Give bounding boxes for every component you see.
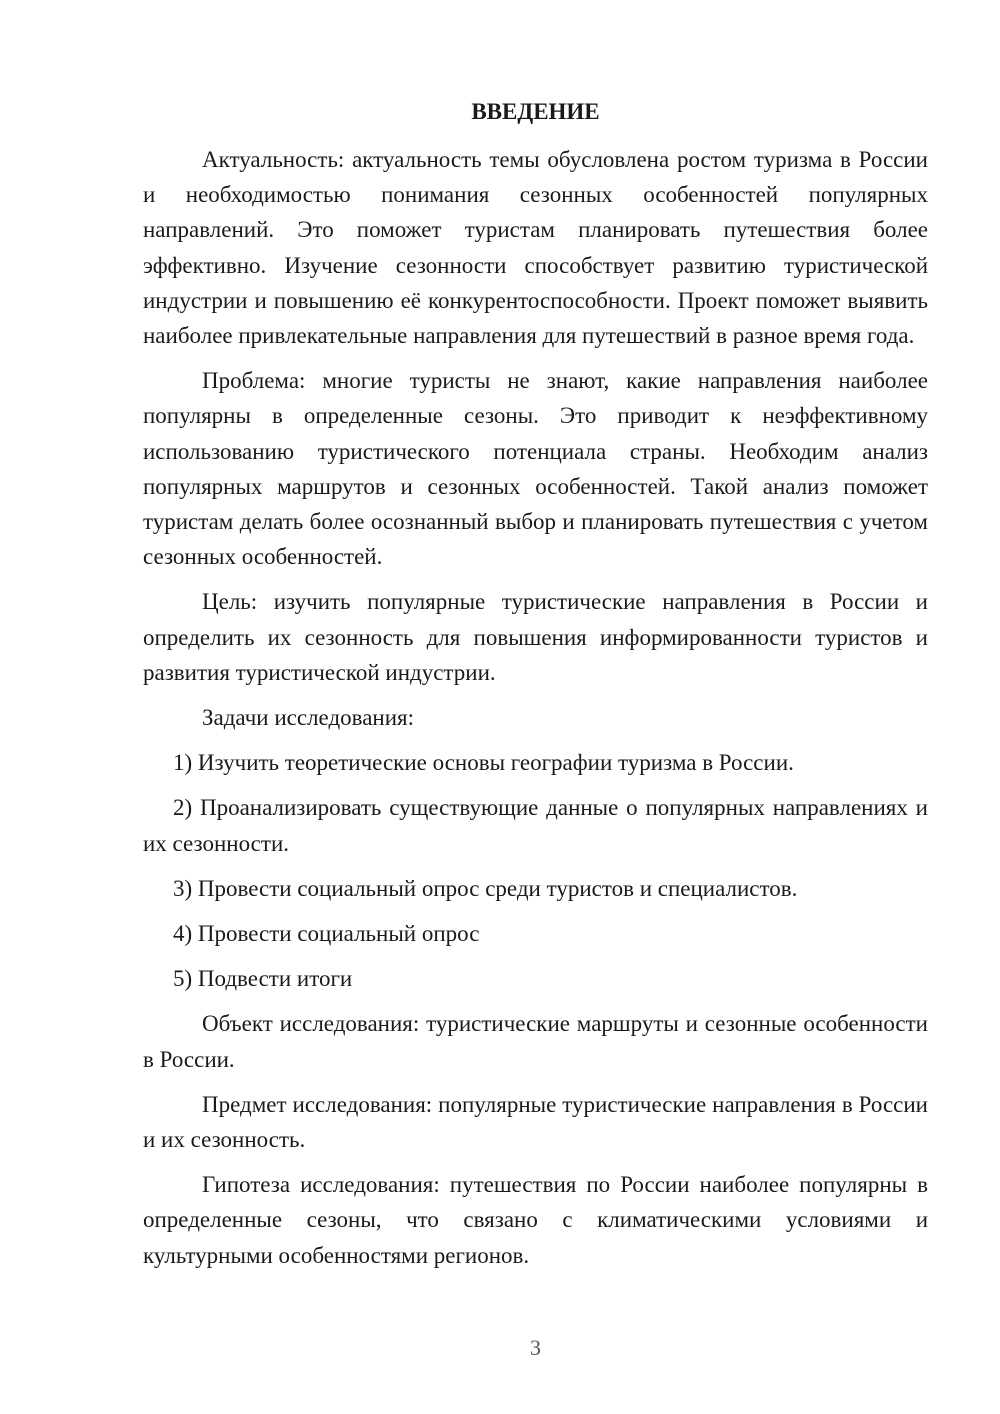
- task-item-3: 3) Провести социальный опрос среди туристов и специалистов.: [173, 875, 798, 901]
- task-item-1: 1) Изучить теоретические основы географии туризма в России.: [173, 750, 794, 776]
- paragraph-problem: Проблема: многие туристы не знают, какие направления наиболее популярны в определенные сезоны. Это приводит к неэффективному использованию туристического потенциала страны. Необходим анализ популярных маршрутов и сезонных особенностей. Такой анализ поможет туристам делать более осознанный выбор и планировать путешествия с учетом сезонных особенностей.: [143, 368, 928, 570]
- paragraph-tasks-heading: Задачи исследования:: [202, 705, 415, 731]
- document-page: [143, 0, 928, 1414]
- page-number: 3: [530, 1335, 541, 1360]
- paragraph-subject: Предмет исследования: популярные туристические направления в России и их сезонность.: [143, 1091, 928, 1153]
- task-item-5: 5) Подвести итоги: [173, 966, 353, 992]
- task-item-4: 4) Провести социальный опрос: [173, 921, 480, 947]
- paragraph-goal: Цель: изучить популярные туристические направления в России и определить их сезонность для повышения информированности туристов и развития туристической индустрии.: [143, 589, 928, 685]
- document-body: [143, 142, 928, 1283]
- paragraph-relevance: Актуальность: актуальность темы обусловлена ростом туризма в России и необходимостью понимания сезонных особенностей популярных направлений. Это поможет туристам планировать путешествия более эффективно. Изучение сезонности способствует развитию туристической индустрии и повышению её конкурентоспособности. Проект поможет выявить наиболее привлекательные направления для путешествий в разное время года.: [143, 147, 928, 349]
- section-heading: ВВЕДЕНИЕ: [471, 99, 600, 124]
- paragraph-object: Объект исследования: туристические маршруты и сезонные особенности в России.: [143, 1011, 928, 1072]
- paragraph-hypothesis: Гипотеза исследования: путешествия по России наиболее популярны в определенные сезоны, что связано с климатическими условиями и культурными особенностями регионов.: [143, 1172, 928, 1268]
- task-item-2: 2) Проанализировать существующие данные о популярных направлениях и их сезонности.: [143, 795, 928, 856]
